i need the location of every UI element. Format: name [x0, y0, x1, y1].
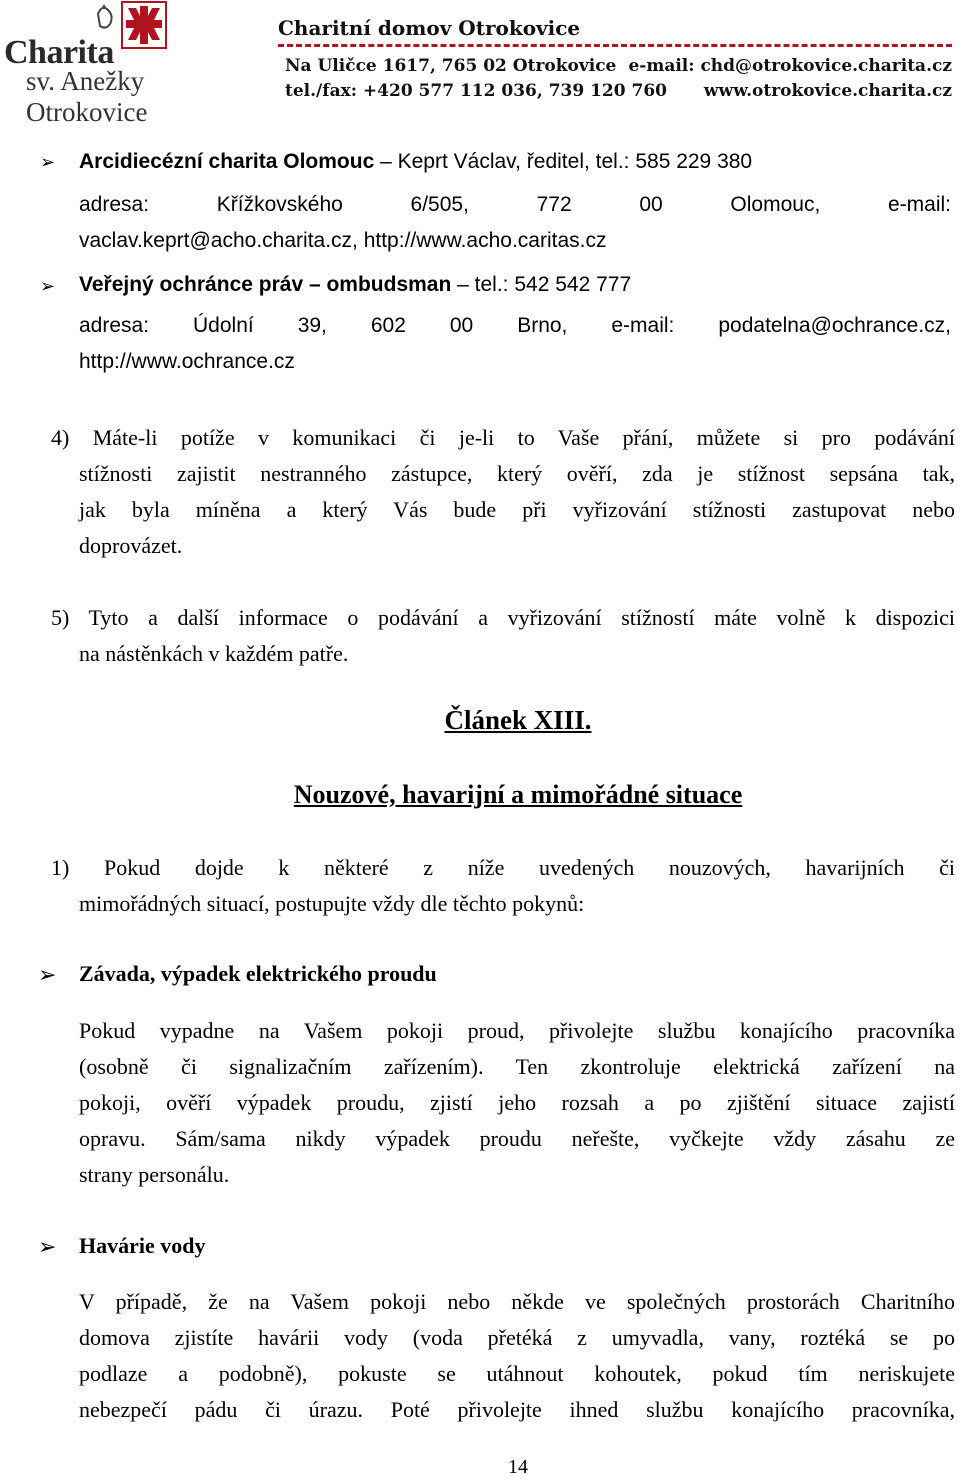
contact-ombudsman-details: – tel.: 542 542 777 — [451, 273, 632, 296]
para4-line1: 4) Máte-li potíže v komunikaci či je-li to Vaše přání, můžete si pro podávání — [51, 425, 955, 450]
comma: , — [945, 314, 951, 337]
logo-subtitle: sv. Anežky Otrokovice — [26, 66, 148, 127]
contact-ombudsman-web-row — [79, 344, 951, 380]
charita-logo — [0, 0, 260, 127]
ombudsman-web-link[interactable]: http://www.ochrance.cz — [79, 350, 295, 373]
para5-line1: 5) Tyto a další informace o podávání a vyřizování stížností máte volně k dispozici — [51, 605, 955, 630]
power-line2: (osobně či signalizačním zařízením). Ten zkontroluje elektrická zařízení na — [79, 1054, 955, 1079]
contact-ombudsman-name: Veřejný ochránce práv – ombudsman — [79, 273, 452, 296]
contact-ombudsman-address — [79, 308, 951, 344]
para5-line2: na nástěnkách v každém patře. — [79, 641, 349, 666]
ombudsman-address-text: adresa: Údolní 39, 602 00 Brno, e-mail: — [79, 314, 719, 337]
bullet-arrow-icon: ➢ — [38, 1234, 57, 1259]
bullet-arrow-icon: ➢ — [40, 276, 56, 296]
article-title: Nouzové, havarijní a mimořádné situace — [293, 780, 743, 809]
para4-line3: jak byla míněna a který Vás bude při vyřizování stížnosti zastupovat nebo — [79, 497, 955, 522]
intro-line1: 1) Pokud dojde k některé z níže uvedených nouzových, havarijních či — [51, 855, 955, 880]
header-address: Na Uličce 1617, 765 02 Otrokovice — [285, 56, 617, 76]
header-website: www.otrokovice.charita.cz — [703, 81, 952, 101]
page-number: 14 — [508, 1456, 528, 1478]
intro-line2: mimořádných situací, postupujte vždy dle těchto pokynů: — [79, 891, 585, 916]
water-line1: V případě, že na Vašem pokoji nebo někde ve společných prostorách Charitního — [79, 1289, 955, 1314]
contact-acho-links[interactable]: vaclav.keprt@acho.charita.cz, http://www.acho.caritas.cz — [79, 229, 607, 252]
power-line3: pokoji, ověří výpadek proudu, zjistí jeho rozsah a po zjištění situace zajistí — [79, 1090, 955, 1115]
contact-acho-details: – Keprt Václav, ředitel, tel.: 585 229 380 — [374, 150, 753, 173]
section-power-title: Závada, výpadek elektrického proudu — [79, 961, 437, 986]
ombudsman-email-link[interactable]: podatelna@ochrance.cz — [718, 314, 946, 337]
letterhead — [0, 0, 960, 127]
logo-wordmark: Charita — [4, 34, 114, 71]
section-water-title: Havárie vody — [79, 1233, 206, 1258]
bullet-arrow-icon: ➢ — [38, 962, 57, 987]
water-line4: nebezpečí pádu či úrazu. Poté přivolejte ihned službu konajícího pracovníka, — [79, 1397, 955, 1422]
contact-acho-address: adresa: Křížkovského 6/505, 772 00 Olomouc, e-mail: — [79, 193, 951, 216]
header-email: e-mail: chd@otrokovice.charita.cz — [628, 56, 952, 76]
para4-line4: doprovázet. — [79, 533, 183, 558]
para4-line2: stížnosti zajistit nestranného zástupce, který ověří, zda je stížnost sepsána tak, — [79, 461, 955, 486]
contact-ombudsman — [79, 267, 951, 303]
power-line4: opravu. Sám/sama nikdy výpadek proudu neřešte, vyčkejte vždy zásahu ze — [79, 1126, 955, 1151]
power-line5: strany personálu. — [79, 1162, 230, 1187]
organization-name: Charitní domov Otrokovice — [278, 16, 581, 40]
bullet-arrow-icon: ➢ — [40, 152, 56, 172]
header-phone: tel./fax: +420 577 112 036, 739 120 760 — [285, 81, 667, 101]
contact-acho-name: Arcidiecézní charita Olomouc — [79, 150, 375, 173]
water-line2: domova zjistíte havárii vody (voda přetéká z umyvadla, vany, roztéká se po — [79, 1325, 955, 1350]
header-divider — [278, 44, 952, 47]
contact-acho — [79, 144, 951, 180]
water-line3: podlaze a podobně), pokuste se utáhnout kohoutek, pokud tím neriskujete — [79, 1361, 955, 1386]
article-number: Článek XIII. — [444, 705, 592, 735]
power-line1: Pokud vypadne na Vašem pokoji proud, přivolejte službu konajícího pracovníka — [79, 1018, 955, 1043]
